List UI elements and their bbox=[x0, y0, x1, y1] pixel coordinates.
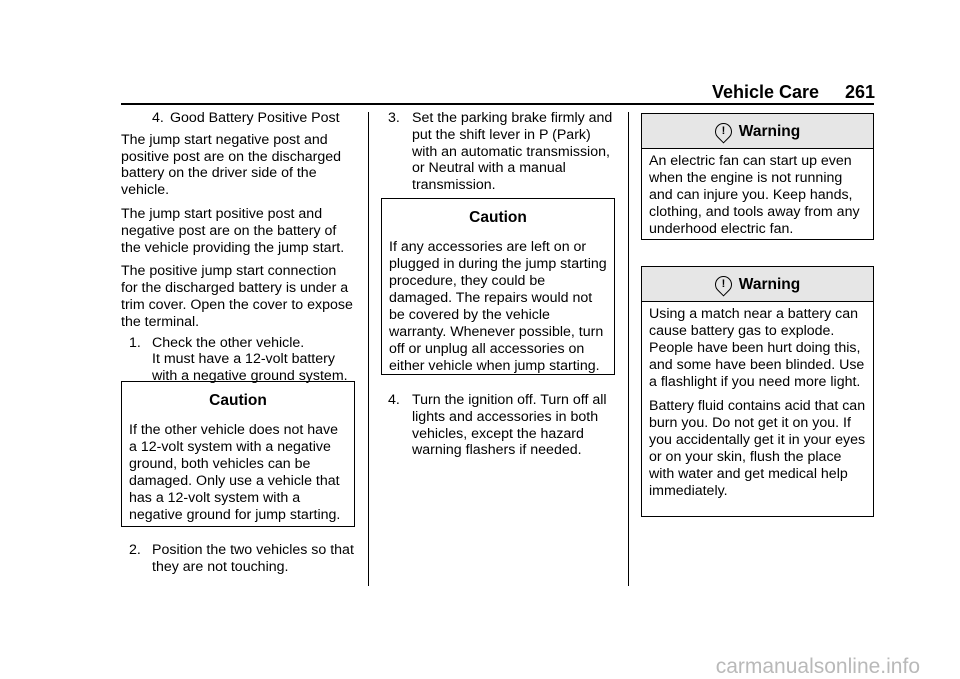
warning-body bbox=[642, 149, 873, 238]
caution-box-left bbox=[121, 381, 355, 527]
warning-symbol-icon: ! bbox=[711, 272, 735, 296]
caution-title: Caution bbox=[469, 209, 527, 226]
warning-header bbox=[642, 267, 873, 302]
paragraph: The jump start negative post and positive post are on the discharged battery on the driver side of the vehicle. bbox=[121, 131, 342, 199]
step-text: Set the parking brake firmly and put the shift lever in P (Park) with an automatic transmission, or Neutral with a manual transmission. bbox=[412, 110, 613, 194]
warning-header bbox=[642, 114, 873, 149]
watermark-text: carmanualsonline.info bbox=[715, 655, 920, 678]
caution-title: Caution bbox=[209, 392, 267, 409]
step-text: Turn the ignition off. Turn off all lights and accessories in both vehicles, except the hazard warning flashers if needed. bbox=[412, 392, 607, 459]
step-line: It must have a 12-volt battery with a negative ground system. bbox=[152, 351, 348, 385]
step-line: Check the other vehicle. bbox=[152, 334, 305, 351]
warning-text: Using a match near a battery can cause battery gas to explode. People have been hurt doing this, and some have been blinded. Use a flashlight if you need more light. bbox=[649, 306, 865, 390]
list-text: Good Battery Positive Post bbox=[170, 110, 340, 126]
step-1 bbox=[121, 335, 355, 385]
step-text: Position the two vehicles so that they are not touching. bbox=[152, 542, 354, 575]
caution-text: If any accessories are left on or plugged in during the jump starting procedure, they could be damaged. The repairs would not be covered by the vehicle warranty. Whenever possible, turn off or unplug all accessories on either vehicle when jump starting. bbox=[389, 239, 607, 374]
column-divider-right bbox=[628, 112, 629, 586]
caution-box-middle bbox=[381, 198, 615, 375]
step-4 bbox=[388, 392, 615, 459]
step-3 bbox=[388, 110, 615, 194]
list-item-4 bbox=[121, 110, 355, 127]
warning-title: Warning bbox=[738, 276, 801, 293]
warning-symbol-icon: ! bbox=[711, 119, 735, 143]
step-number: 1. bbox=[129, 334, 141, 351]
warning-body bbox=[642, 302, 873, 500]
step-2 bbox=[121, 542, 355, 576]
warning-box-battery bbox=[641, 266, 874, 517]
caution-text: If the other vehicle does not have a 12-volt system with a negative ground, both vehicles can be damaged. Only use a vehicle that has a 12-volt system with a negative ground for jump starting. bbox=[129, 422, 341, 523]
warning-text: An electric fan can start up even when the engine is not running and can injure you. Keep hands, clothing, and tools away from any underhood electric fan. bbox=[649, 153, 860, 237]
step-number: 2. bbox=[129, 542, 141, 558]
middle-column bbox=[388, 110, 615, 201]
caution-body bbox=[382, 239, 614, 375]
warning-text: Battery fluid contains acid that can burn you. Do not get it on you. If you accidentally get it in your eyes or on your skin, flush the place with water and get medical help immediately. bbox=[649, 398, 866, 499]
middle-column-bottom bbox=[388, 392, 615, 466]
paragraph: The jump start positive post and negative post are on the battery of the vehicle providing the jump start. bbox=[121, 205, 345, 256]
step-text bbox=[152, 335, 355, 385]
step-number: 4. bbox=[388, 392, 400, 408]
step-number: 3. bbox=[388, 110, 400, 126]
column-divider-left bbox=[368, 112, 369, 586]
page-number: 261 bbox=[845, 82, 876, 102]
section-title: Vehicle Care bbox=[712, 82, 820, 102]
left-column bbox=[121, 110, 355, 385]
caution-body bbox=[122, 422, 354, 524]
warning-title: Warning bbox=[738, 123, 801, 140]
paragraph: The positive jump start connection for the discharged battery is under a trim cover. Open the cover to expose the terminal. bbox=[121, 263, 353, 330]
list-number: 4. bbox=[152, 110, 164, 126]
warning-box-fan bbox=[641, 113, 874, 240]
left-column-bottom bbox=[121, 542, 355, 583]
header-rule bbox=[121, 103, 874, 105]
